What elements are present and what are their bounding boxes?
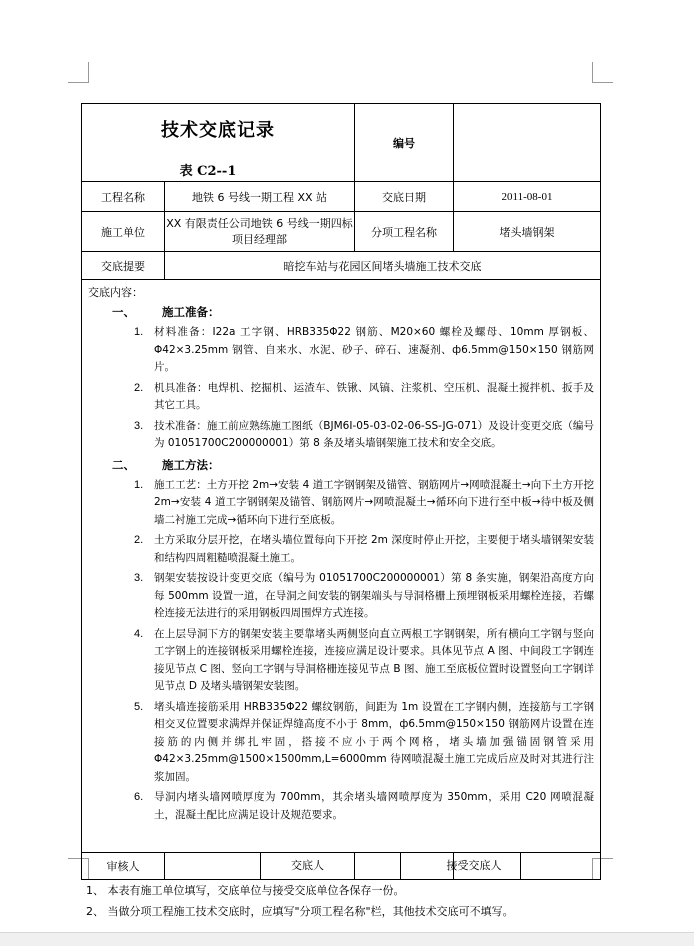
- summary-value[interactable]: 暗挖车站与花园区间堵头墙施工技术交底: [165, 252, 601, 280]
- list-item: [88, 626, 594, 696]
- item-text: 钢架安装按设计变更交底（编号为 01051700C200000001）第 8 条实施，钢架沿高度方向每 500mm 设置一道，在导洞之间安装的钢架端头与导洞格栅上预埋钢板采用螺栓连接，若螺栓连接无法进行的采用钢板四周围焊方式连接。: [154, 572, 594, 619]
- section-heading: [112, 457, 594, 473]
- form-title: 技术交底记录: [161, 120, 275, 141]
- content-heading: 交底内容：: [88, 286, 143, 299]
- list-item: [88, 570, 594, 623]
- summary-label: 交底提要: [82, 252, 165, 280]
- item-text: 在上层导洞下方的钢架安装主要靠堵头两侧竖向直立两根工字钢钢架，所有横向工字钢与竖向工字钢上的连接钢板采用螺栓连接，连接应满足设计要求。具体见节点 A 图、中间段工字钢连接见节点 C 图、竖向工字钢与导洞格栅连接见节点 B 图、施工至底板位置时设置竖向工字钢详见节点 D 及堵头墙钢架安装图。: [154, 627, 594, 692]
- item-number: 5.: [134, 700, 144, 713]
- item-number: 6.: [134, 791, 144, 803]
- number-label: 编号: [355, 104, 454, 182]
- form-notes: [86, 880, 606, 922]
- disclosure-form-table: [81, 103, 601, 880]
- list-item: [88, 418, 594, 453]
- page-bottom-edge: [0, 932, 694, 946]
- item-text: 技术准备：施工前应熟练施工图纸（BJM6I-05-03-02-06-SS-JG-071）及设计变更交底（编号为 01051700C200000001）第 8 条及堵头墙钢架施工技术和安全交底。: [154, 419, 594, 449]
- title-cell: [82, 104, 355, 182]
- item-text: 施工工艺：土方开挖 2m→安装 4 道工字钢钢架及锚管、钢筋网片→网喷混凝土→向下土方开挖 2m→安装 4 道工字钢钢架及锚管、钢筋网片→网喷混凝土→循环向下进行至中板→待中板及侧墙二衬施工完成→循环向下进行至底板。: [154, 478, 594, 526]
- item-number: 3.: [134, 419, 144, 432]
- section-number: 一、: [112, 305, 135, 319]
- sub-project-label: 分项工程名称: [355, 212, 454, 252]
- unit-value[interactable]: XX 有限责任公司地铁 6 号线一期四标项目经理部: [165, 212, 355, 252]
- date-value[interactable]: 2011-08-01: [454, 182, 601, 212]
- note-1: 1、 本表有施工单位填写，交底单位与接受交底单位各保存一份。: [86, 884, 405, 897]
- item-number: 4.: [134, 627, 144, 640]
- list-item: [88, 324, 594, 377]
- list-item: [88, 789, 594, 824]
- item-text: 机具准备：电焊机、挖掘机、运渣车、铁锹、风镐、注浆机、空压机、混凝土搅拌机、扳手及其它工具。: [154, 381, 594, 411]
- section-title: 施工准备：: [162, 305, 220, 319]
- item-text: 导洞内堵头墙网喷厚度为 700mm，其余堵头墙网喷厚度为 350mm，采用 C20 网喷混凝土，混凝土配比应满足设计及规范要求。: [154, 791, 594, 821]
- project-name-label: 工程名称: [82, 182, 165, 212]
- item-number: 2.: [134, 381, 144, 394]
- section-number: 二、: [112, 457, 135, 472]
- list-item: [88, 532, 594, 567]
- form-code: 表 C2--1: [179, 164, 237, 179]
- section-title: 施工方法：: [162, 457, 220, 472]
- item-number: 3.: [134, 572, 144, 584]
- sub-project-value[interactable]: 堵头墙钢架: [454, 212, 601, 252]
- list-item: [88, 477, 594, 530]
- item-number: 1.: [134, 326, 144, 338]
- item-text: 材料准备：I22a 工字钢、HRB335Φ22 钢筋、M20×60 螺栓及螺母、10mm 厚钢板、Φ42×3.25mm 钢管、自来水、水泥、砂子、碎石、速凝剂、ф6.5mm@150×150 钢筋网片。: [154, 326, 594, 373]
- unit-label: 施工单位: [82, 212, 165, 252]
- item-number: 2.: [134, 534, 144, 546]
- reviewer-signature-field[interactable]: [165, 853, 355, 880]
- content-cell: [82, 280, 601, 853]
- number-value[interactable]: [454, 104, 601, 182]
- receiver-label: 接受交底人: [428, 853, 521, 879]
- section-heading: [112, 304, 594, 320]
- note-2: 2、 当做分项工程施工技术交底时，应填写"分项工程名称"栏，其他技术交底可不填写。: [86, 905, 514, 918]
- item-text: 堵头墙连接筋采用 HRB335Φ22 螺纹钢筋，间距为 1m 设置在工字钢内侧，连接筋与工字钢相交叉位置要求满焊并保证焊缝高度不小于 8mm，ф6.5mm@150×150 钢筋网片设置在连接筋的内侧并绑扎牢固，搭接不应小于两个网格，堵头墙加强锚固钢管采用Φ42×3.25mm@1500×1500mm,L=6000mm 待网喷混凝土施工完成后应及时对其进行注浆加固。: [154, 700, 594, 783]
- item-text: 土方采取分层开挖，在堵头墙位置每向下开挖 2m 深度时停止开挖，主要便于堵头墙钢架安装和结构四周粗糙喷混凝土施工。: [154, 534, 594, 564]
- page-corner-mark: [592, 62, 613, 83]
- list-item: [88, 380, 594, 415]
- page-corner-mark: [68, 62, 89, 83]
- project-name-value[interactable]: 地铁 6 号线一期工程 XX 站: [165, 182, 355, 212]
- reviewer-label: 审核人: [82, 853, 165, 880]
- receiver-cell[interactable]: [446, 853, 601, 880]
- receiver-signature-field[interactable]: [521, 853, 600, 879]
- discloser-label: 交底人: [291, 859, 324, 872]
- list-item: [88, 699, 594, 787]
- date-label: 交底日期: [355, 182, 454, 212]
- item-number: 1.: [134, 478, 144, 491]
